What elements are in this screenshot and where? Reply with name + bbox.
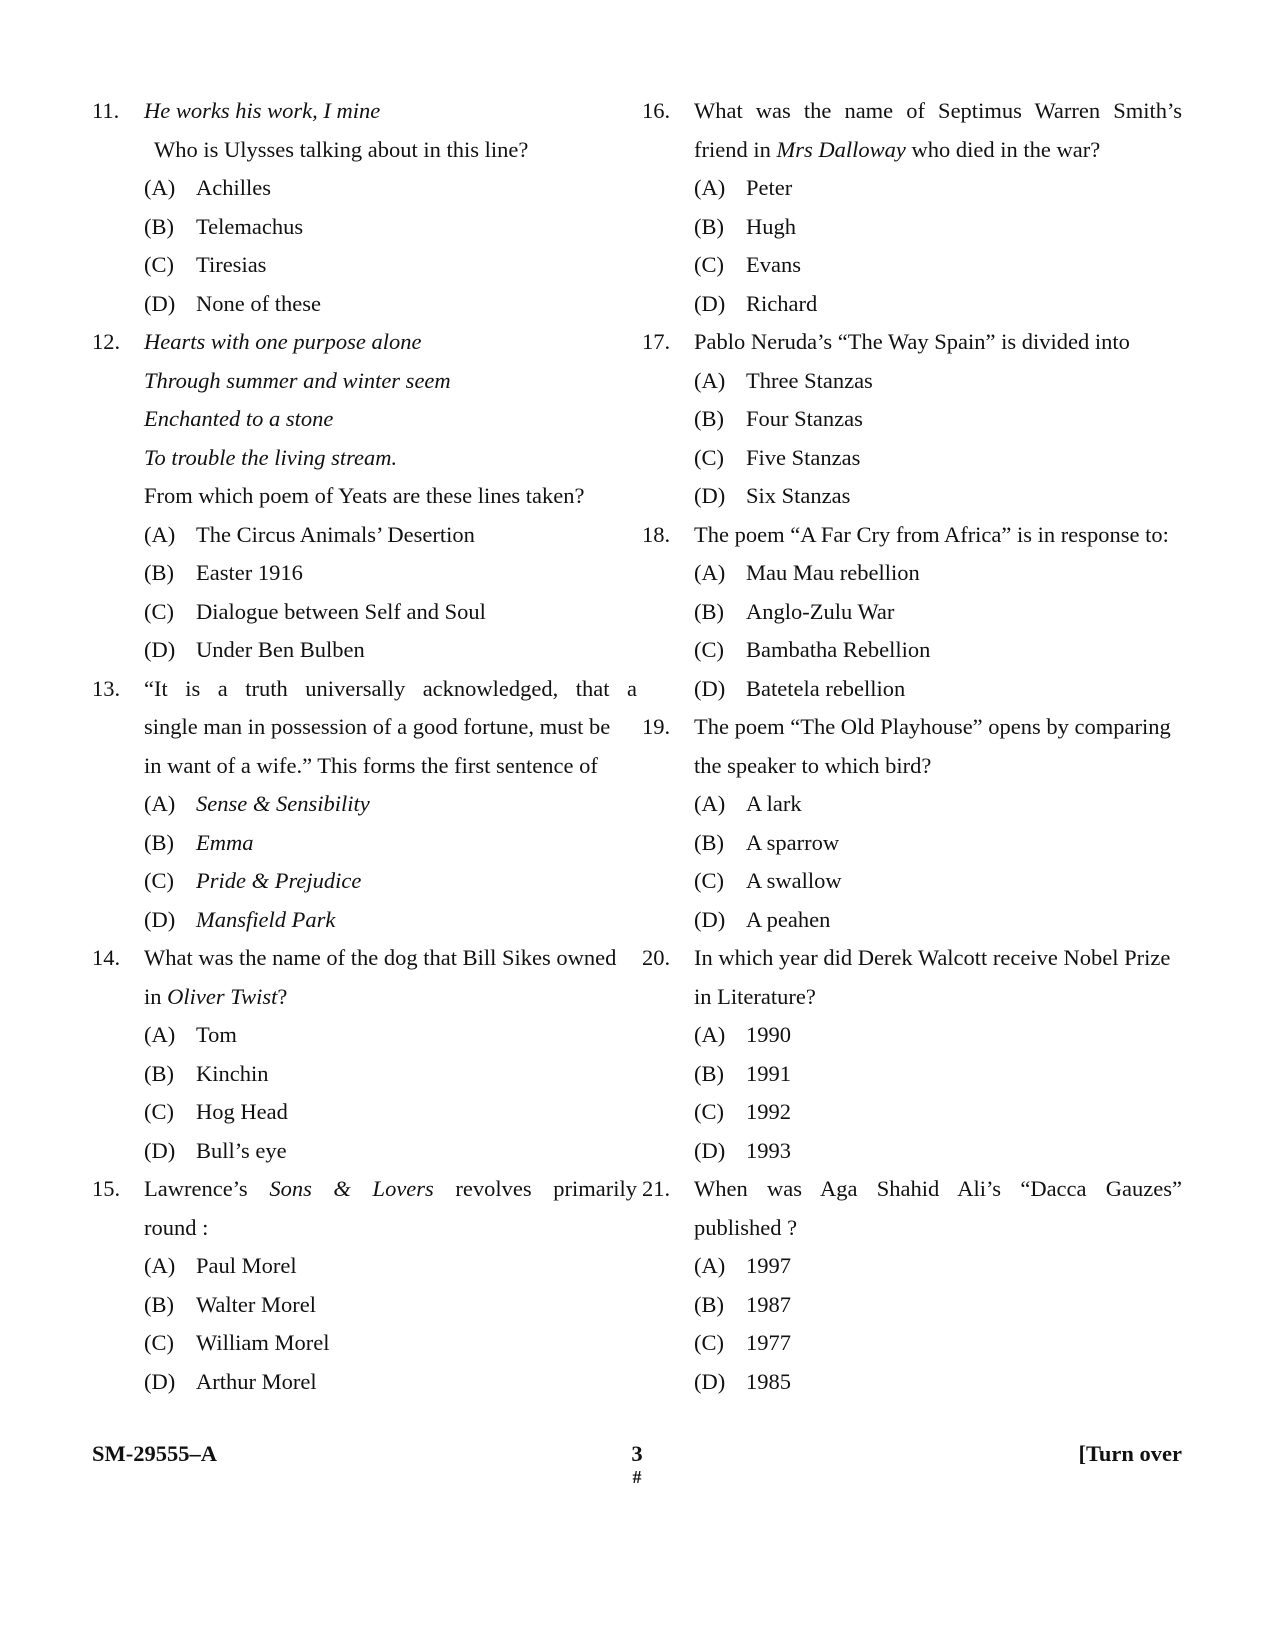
question-number: 14. xyxy=(92,945,121,970)
option-label: (A) xyxy=(144,521,176,547)
option-d[interactable] xyxy=(694,670,1182,709)
option-text: Telemachus xyxy=(196,213,304,239)
option-text: Paul Morel xyxy=(196,1253,297,1278)
question-number: 19. xyxy=(642,714,671,739)
question-text: in Literature? xyxy=(694,983,816,1009)
question-text: What was the name of the dog that Bill Sikes owned xyxy=(144,945,617,970)
question-number: 17. xyxy=(642,329,671,354)
option-d[interactable] xyxy=(144,1363,637,1402)
option-c[interactable] xyxy=(144,1324,637,1363)
option-text: Dialogue between Self and Soul xyxy=(196,598,486,624)
question-13 xyxy=(92,670,637,940)
question-text xyxy=(144,978,637,1017)
left-column xyxy=(92,92,637,1401)
option-label: (B) xyxy=(694,1060,724,1086)
option-text: Hog Head xyxy=(196,1099,288,1124)
option-text: 1993 xyxy=(746,1137,791,1163)
option-text: Arthur Morel xyxy=(196,1368,317,1394)
option-b[interactable] xyxy=(694,1286,1182,1325)
option-label: (B) xyxy=(144,829,174,855)
option-a[interactable] xyxy=(144,516,637,555)
option-text: Mansfield Park xyxy=(196,906,336,932)
option-text: Batetela rebellion xyxy=(746,675,906,701)
option-d[interactable] xyxy=(694,901,1182,940)
option-text: A swallow xyxy=(746,868,842,893)
option-c[interactable] xyxy=(144,862,637,901)
question-number: 16. xyxy=(642,98,671,123)
option-text: Richard xyxy=(746,290,818,316)
option-text: Emma xyxy=(196,829,254,855)
option-text: Pride & Prejudice xyxy=(196,868,362,893)
option-a[interactable] xyxy=(694,169,1182,208)
option-text: Evans xyxy=(746,252,801,277)
option-text: Tiresias xyxy=(196,252,267,277)
question-text: Who is Ulysses talking about in this line? xyxy=(154,136,529,162)
option-b[interactable] xyxy=(694,208,1182,247)
option-b[interactable] xyxy=(144,1286,637,1325)
poem-line: Through summer and winter seem xyxy=(144,367,451,393)
option-label: (D) xyxy=(694,906,726,932)
option-label: (A) xyxy=(694,1022,726,1047)
option-a[interactable] xyxy=(694,1247,1182,1286)
option-text: Six Stanzas xyxy=(746,483,851,508)
question-text: round : xyxy=(144,1214,209,1240)
option-label: (C) xyxy=(144,598,174,624)
option-d[interactable] xyxy=(144,631,637,670)
option-label: (D) xyxy=(144,637,176,662)
option-text: Three Stanzas xyxy=(746,367,873,393)
option-label: (B) xyxy=(694,213,724,239)
option-label: (C) xyxy=(694,1099,724,1124)
option-d[interactable] xyxy=(144,901,637,940)
option-b[interactable] xyxy=(694,400,1182,439)
question-number: 15. xyxy=(92,1176,121,1201)
option-text: Sense & Sensibility xyxy=(196,791,370,816)
option-a[interactable] xyxy=(694,1016,1182,1055)
question-number: 21. xyxy=(642,1176,671,1201)
question-text: single man in possession of a good fortune, must be xyxy=(144,714,611,739)
option-b[interactable] xyxy=(144,208,637,247)
option-a[interactable] xyxy=(144,1247,637,1286)
option-a[interactable] xyxy=(144,169,637,208)
option-label: (C) xyxy=(694,1330,724,1355)
option-b[interactable] xyxy=(144,1055,637,1094)
option-label: (B) xyxy=(694,829,724,855)
option-c[interactable] xyxy=(694,246,1182,285)
option-text: Five Stanzas xyxy=(746,444,861,470)
option-text: Kinchin xyxy=(196,1060,269,1086)
option-text: Achilles xyxy=(196,175,271,200)
turn-over-label: [Turn over xyxy=(1078,1441,1182,1466)
option-label: (A) xyxy=(144,1253,176,1278)
option-a[interactable] xyxy=(144,785,637,824)
option-label: (A) xyxy=(144,1022,176,1047)
option-c[interactable] xyxy=(144,1093,637,1132)
option-text: Bull’s eye xyxy=(196,1137,287,1163)
option-text: 1985 xyxy=(746,1368,791,1394)
book-title: Sons & Lovers xyxy=(269,1176,434,1201)
question-text: From which poem of Yeats are these lines taken? xyxy=(144,483,585,508)
option-a[interactable] xyxy=(144,1016,637,1055)
option-b[interactable] xyxy=(694,824,1182,863)
option-label: (C) xyxy=(694,868,724,893)
option-a[interactable] xyxy=(694,554,1182,593)
option-d[interactable] xyxy=(144,285,637,324)
option-label: (A) xyxy=(694,175,726,200)
option-text: 1990 xyxy=(746,1022,791,1047)
option-text: William Morel xyxy=(196,1330,330,1355)
option-label: (A) xyxy=(694,367,726,393)
option-label: (B) xyxy=(694,1291,724,1317)
question-21 xyxy=(642,1170,1182,1401)
option-b[interactable] xyxy=(144,554,637,593)
option-label: (B) xyxy=(144,560,174,585)
option-text: Hugh xyxy=(746,213,796,239)
option-label: (D) xyxy=(694,290,726,316)
paper-code: SM-29555–A xyxy=(92,1441,217,1466)
question-18 xyxy=(642,516,1182,709)
option-text: The Circus Animals’ Desertion xyxy=(196,521,475,547)
option-label: (C) xyxy=(694,637,724,662)
option-text: Mau Mau rebellion xyxy=(746,560,920,585)
option-text: 1987 xyxy=(746,1291,791,1317)
option-label: (C) xyxy=(694,444,724,470)
option-text: Bambatha Rebellion xyxy=(746,637,931,662)
option-d[interactable] xyxy=(694,477,1182,516)
text-run: friend in xyxy=(694,136,777,162)
question-text xyxy=(694,131,1182,170)
option-label: (B) xyxy=(144,1291,174,1317)
option-label: (C) xyxy=(144,1099,174,1124)
option-a[interactable] xyxy=(694,362,1182,401)
option-c[interactable] xyxy=(694,439,1182,478)
question-number: 18. xyxy=(642,521,671,547)
option-text: Under Ben Bulben xyxy=(196,637,365,662)
question-text: When was Aga Shahid Ali’s “Dacca Gauzes” xyxy=(694,1176,1182,1201)
question-text: In which year did Derek Walcott receive Nobel Prize xyxy=(694,945,1171,970)
question-text: in want of a wife.” This forms the first sentence of xyxy=(144,752,598,778)
option-text: A peahen xyxy=(746,906,831,932)
option-text: 1992 xyxy=(746,1099,791,1124)
option-text: A lark xyxy=(746,791,802,816)
option-label: (D) xyxy=(144,1368,176,1394)
page-number: 3 xyxy=(631,1441,643,1466)
option-b[interactable] xyxy=(694,1055,1182,1094)
option-c[interactable] xyxy=(694,862,1182,901)
page-footer xyxy=(92,1441,1182,1511)
option-label: (D) xyxy=(694,1137,726,1163)
option-text: Four Stanzas xyxy=(746,406,863,431)
question-14 xyxy=(92,939,637,1170)
hash-mark: # xyxy=(632,1467,642,1487)
option-c[interactable] xyxy=(694,1324,1182,1363)
option-label: (B) xyxy=(694,406,724,431)
option-text: Peter xyxy=(746,175,793,200)
question-19 xyxy=(642,708,1182,939)
option-c[interactable] xyxy=(694,631,1182,670)
option-label: (A) xyxy=(144,791,176,816)
option-a[interactable] xyxy=(694,785,1182,824)
text-run: revolves primarily xyxy=(433,1176,637,1201)
option-label: (D) xyxy=(144,1137,176,1163)
option-b[interactable] xyxy=(144,824,637,863)
poem-line: Enchanted to a stone xyxy=(144,406,334,431)
text-run: ? xyxy=(277,983,288,1009)
question-text: published ? xyxy=(694,1214,798,1240)
option-label: (C) xyxy=(694,252,724,277)
option-b[interactable] xyxy=(694,593,1182,632)
option-label: (C) xyxy=(144,252,174,277)
right-column xyxy=(642,92,1182,1401)
option-label: (D) xyxy=(694,483,726,508)
option-text: 1991 xyxy=(746,1060,791,1086)
question-12 xyxy=(92,323,637,670)
option-d[interactable] xyxy=(694,1363,1182,1402)
question-text xyxy=(144,1170,637,1209)
text-run: Lawrence’s xyxy=(144,1176,270,1201)
question-number: 11. xyxy=(92,98,120,123)
option-c[interactable] xyxy=(144,593,637,632)
question-number: 20. xyxy=(642,945,671,970)
text-run: who died in the war? xyxy=(905,136,1101,162)
option-text: Easter 1916 xyxy=(196,560,303,585)
option-text: Tom xyxy=(196,1022,237,1047)
option-label: (D) xyxy=(144,906,176,932)
question-15 xyxy=(92,1170,637,1401)
option-text: A sparrow xyxy=(746,829,840,855)
poem-line: Hearts with one purpose alone xyxy=(144,329,422,354)
option-label: (B) xyxy=(144,213,174,239)
option-label: (A) xyxy=(694,791,726,816)
question-number: 13. xyxy=(92,675,121,701)
question-number: 12. xyxy=(92,329,121,354)
question-11 xyxy=(92,92,637,323)
question-16 xyxy=(642,92,1182,323)
question-text: The poem “The Old Playhouse” opens by comparing xyxy=(694,714,1171,739)
poem-line: To trouble the living stream. xyxy=(144,444,398,470)
option-text: None of these xyxy=(196,290,321,316)
option-d[interactable] xyxy=(144,1132,637,1171)
option-label: (C) xyxy=(144,868,174,893)
question-text: the speaker to which bird? xyxy=(694,752,932,778)
option-text: 1997 xyxy=(746,1253,791,1278)
option-label: (B) xyxy=(694,598,724,624)
question-20 xyxy=(642,939,1182,1170)
option-label: (D) xyxy=(144,290,176,316)
question-text: He works his work, I mine xyxy=(144,98,381,123)
text-run: in xyxy=(144,983,168,1009)
question-text: The poem “A Far Cry from Africa” is in response to: xyxy=(694,521,1169,547)
option-label: (A) xyxy=(694,1253,726,1278)
question-text: Pablo Neruda’s “The Way Spain” is divided into xyxy=(694,329,1130,354)
question-text: “It is a truth universally acknowledged, that a xyxy=(144,675,637,701)
option-d[interactable] xyxy=(694,1132,1182,1171)
option-text: Anglo-Zulu War xyxy=(746,598,895,624)
option-c[interactable] xyxy=(694,1093,1182,1132)
option-text: Walter Morel xyxy=(196,1291,317,1317)
option-text: 1977 xyxy=(746,1330,791,1355)
question-17 xyxy=(642,323,1182,516)
book-title: Mrs Dalloway xyxy=(776,136,906,162)
option-label: (D) xyxy=(694,1368,726,1394)
question-text: What was the name of Septimus Warren Smith’s xyxy=(694,98,1182,123)
option-c[interactable] xyxy=(144,246,637,285)
book-title: Oliver Twist xyxy=(167,983,278,1009)
option-label: (B) xyxy=(144,1060,174,1086)
option-label: (C) xyxy=(144,1330,174,1355)
option-label: (D) xyxy=(694,675,726,701)
option-label: (A) xyxy=(144,175,176,200)
option-d[interactable] xyxy=(694,285,1182,324)
option-label: (A) xyxy=(694,560,726,585)
